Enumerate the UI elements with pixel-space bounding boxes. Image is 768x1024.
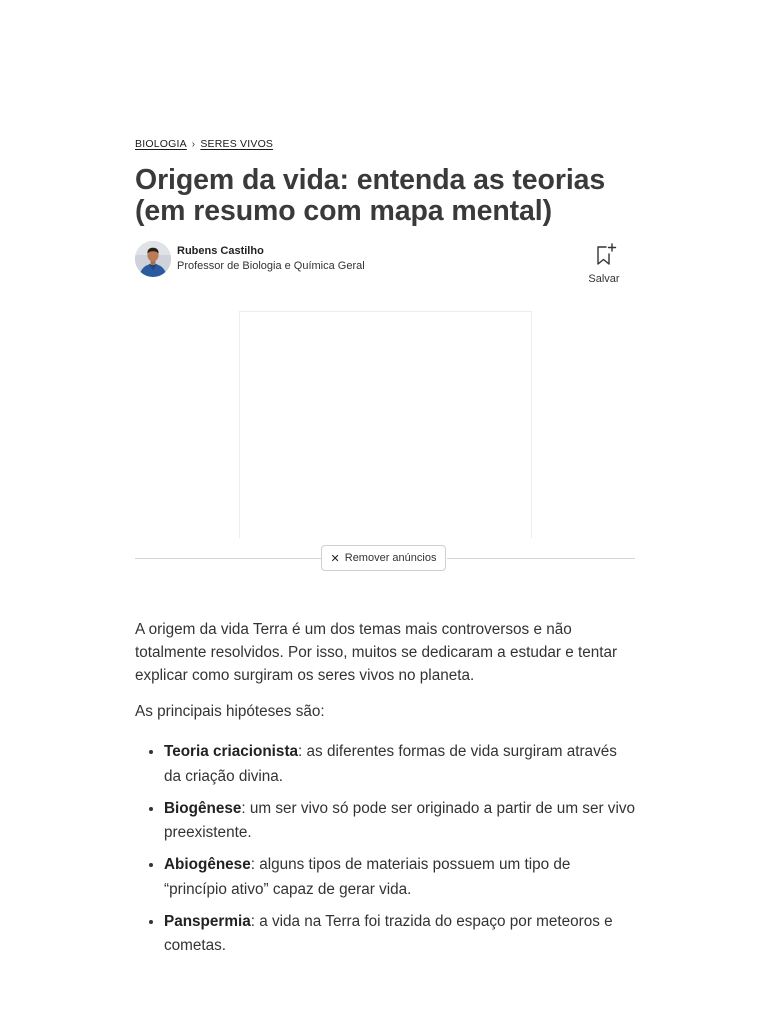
- author-name[interactable]: Rubens Castilho: [177, 245, 264, 257]
- hypotheses-list: [135, 740, 635, 959]
- hypothesis-term: Panspermia: [164, 912, 251, 930]
- breadcrumb: [135, 138, 273, 150]
- intro-paragraph: A origem da vida Terra é um dos temas mais controversos e não totalmente resolvidos. Por isso, muitos se dedicaram a estudar e tentar explicar como surgiram os seres vivos no planeta.: [135, 621, 618, 684]
- list-item: [164, 910, 635, 959]
- author-info: [177, 244, 365, 274]
- breadcrumb-separator: ›: [191, 138, 196, 150]
- hypothesis-term: Teoria criacionista: [164, 743, 299, 760]
- bookmark-plus-icon: [591, 242, 617, 268]
- save-button[interactable]: [582, 242, 626, 285]
- page-title: Origem da vida: entenda as teorias (em resumo com mapa mental): [135, 164, 606, 227]
- lead-paragraph: As principais hipóteses são:: [135, 703, 325, 720]
- hypothesis-term: Abiogênese: [164, 856, 251, 873]
- list-item: [164, 853, 635, 902]
- hypothesis-text: : as diferentes formas de vida surgiram através da criação divina.: [164, 743, 617, 785]
- remove-ads-label: Remover anúncios: [344, 552, 437, 564]
- article-body: [135, 618, 635, 966]
- hypothesis-text: : alguns tipos de materiais possuem um tipo de “princípio ativo” capaz de gerar vida.: [164, 856, 571, 898]
- author-block: [135, 241, 365, 277]
- ad-slot: [239, 311, 532, 538]
- breadcrumb-link-seres-vivos[interactable]: SERES VIVOS: [200, 138, 274, 150]
- hypothesis-term: Biogênese: [164, 799, 242, 817]
- close-icon: ✕: [330, 552, 340, 565]
- author-role: Professor de Biologia e Química Geral: [177, 260, 365, 272]
- avatar[interactable]: [135, 241, 171, 277]
- remove-ads-button[interactable]: [321, 545, 446, 571]
- hypothesis-text: : um ser vivo só pode ser originado a partir de um ser vivo preexistente.: [164, 799, 636, 841]
- list-item: [164, 797, 635, 846]
- hypothesis-text: : a vida na Terra foi trazida do espaço por meteoros e cometas.: [164, 912, 613, 954]
- save-label: Salvar: [588, 273, 620, 285]
- breadcrumb-link-biologia[interactable]: BIOLOGIA: [135, 138, 187, 150]
- author-photo-icon: [135, 241, 171, 277]
- ad-divider-right: [447, 558, 635, 559]
- list-item: [164, 740, 635, 789]
- ad-divider-left: [135, 558, 321, 559]
